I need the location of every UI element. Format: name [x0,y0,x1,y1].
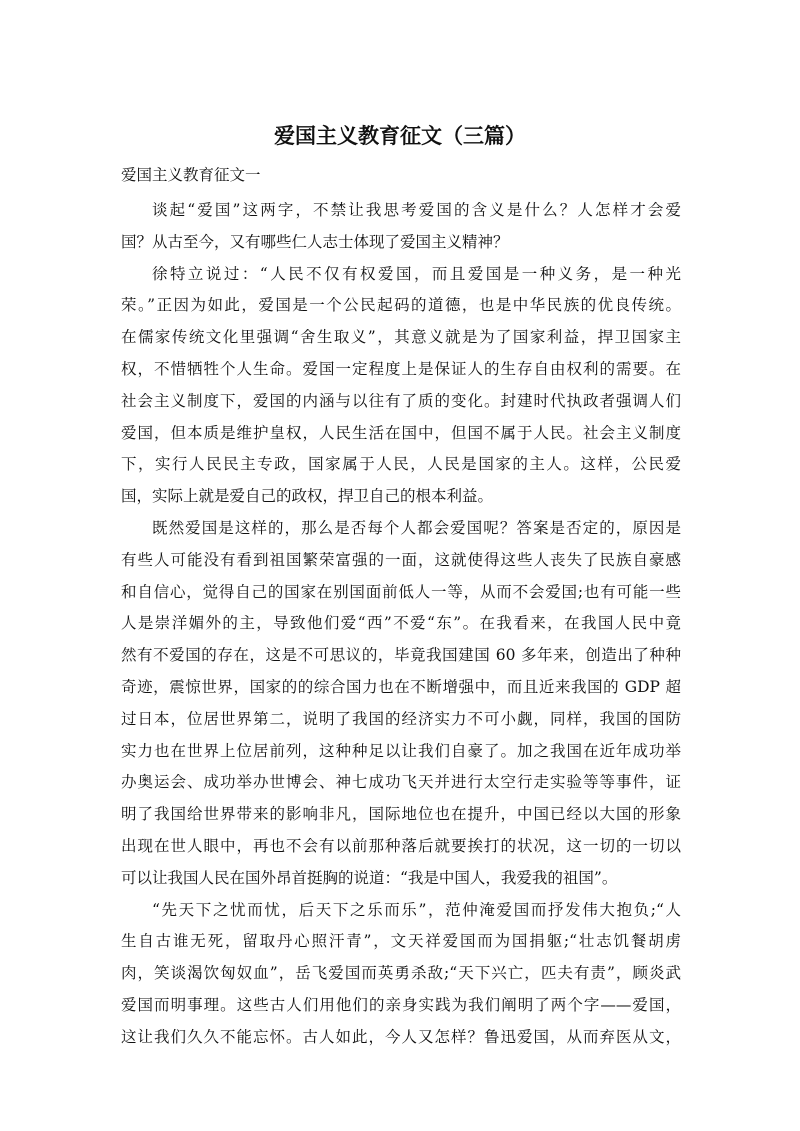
text-line: 生自古谁无死，留取丹心照汗青”，文天祥爱国而为国捐躯;“壮志饥餐胡虏 [121,932,681,951]
text-line: 出现在世人眼中，再也不会有以前那种落后就要挨打的状况，这一切的一切以 [121,836,681,855]
text-line: 肉，笑谈渴饮匈奴血”，岳飞爱国而英勇杀敌;“天下兴亡，匹夫有责”，顾炎武 [121,964,681,983]
text-line: 荣。”正因为如此，爱国是一个公民起码的道德，也是中华民族的优良传统。 [121,296,681,315]
text-line: 可以让我国人民在国外昂首挺胸的说道：“我是中国人，我爱我的祖国”。 [121,868,618,887]
text-line: 下，实行人民民主专政，国家属于人民，人民是国家的主人。这样，公民爱 [121,455,681,474]
document-subtitle: 爱国主义教育征文一 [121,166,261,184]
paragraph-1 [121,195,681,259]
paragraph-2 [121,259,681,513]
text-line: 有些人可能没有看到祖国繁荣富强的一面，这就使得这些人丧失了民族自豪感 [121,550,681,569]
paragraph-3 [121,513,681,895]
text-line: 爱国而明事理。这些古人们用他们的亲身实践为我们阐明了两个字——爱国， [121,995,681,1014]
text-line: 实力也在世界上位居前列，这种种足以让我们自豪了。加之我国在近年成功举 [121,741,681,760]
text-line: 过日本，位居世界第二，说明了我国的经济实力不可小觑，同样，我国的国防 [121,709,681,728]
text-line: 和自信心，觉得自己的国家在别国面前低人一等，从而不会爱国;也有可能一些 [121,582,681,601]
document-title: 爱国主义教育征文（三篇） [274,124,526,148]
text-line: 既然爱国是这样的，那么是否每个人都会爱国呢？答案是否定的，原因是 [152,518,681,537]
text-line: 然有不爱国的存在，这是不可思议的，毕竟我国建国 60 多年来，创造出了种种 [121,646,681,665]
text-line: 国？从古至今，又有哪些仁人志士体现了爱国主义精神？ [121,232,509,251]
text-line: 明了我国给世界带来的影响非凡，国际地位也在提升，中国已经以大国的形象 [121,805,681,824]
paragraph-4 [121,895,681,1054]
text-line: 办奥运会、成功举办世博会、神七成功飞天并进行太空行走实验等等事件，证 [121,773,681,792]
text-line: “先天下之忧而忧，后天下之乐而乐”，范仲淹爱国而抒发伟大抱负;“人 [152,900,681,919]
text-line: 徐特立说过：“人民不仅有权爱国，而且爱国是一种义务，是一种光 [152,264,681,283]
text-line: 国，实际上就是爱自己的政权，捍卫自己的根本利益。 [121,487,494,506]
text-line: 人是崇洋媚外的主，导致他们爱“西”不爱“东”。在我看来，在我国人民中竟 [121,614,681,633]
text-line: 奇迹，震惊世界，国家的的综合国力也在不断增强中，而且近来我国的 GDP 超 [121,677,681,696]
text-line: 爱国，但本质是维护皇权，人民生活在国中，但国不属于人民。社会主义制度 [121,423,681,442]
text-line: 这让我们久久不能忘怀。古人如此，今人又怎样？鲁迅爱国，从而弃医从文， [121,1027,681,1046]
document-body [121,195,681,1054]
text-line: 谈起“爱国”这两字，不禁让我思考爱国的含义是什么？人怎样才会爱 [152,201,681,219]
text-line: 社会主义制度下，爱国的内涵与以往有了质的变化。封建时代执政者强调人们 [121,391,681,410]
text-line: 权，不惜牺牲个人生命。爱国一定程度上是保证人的生存自由权利的需要。在 [121,359,681,378]
text-line: 在儒家传统文化里强调“舍生取义”，其意义就是为了国家利益，捍卫国家主 [121,328,681,347]
